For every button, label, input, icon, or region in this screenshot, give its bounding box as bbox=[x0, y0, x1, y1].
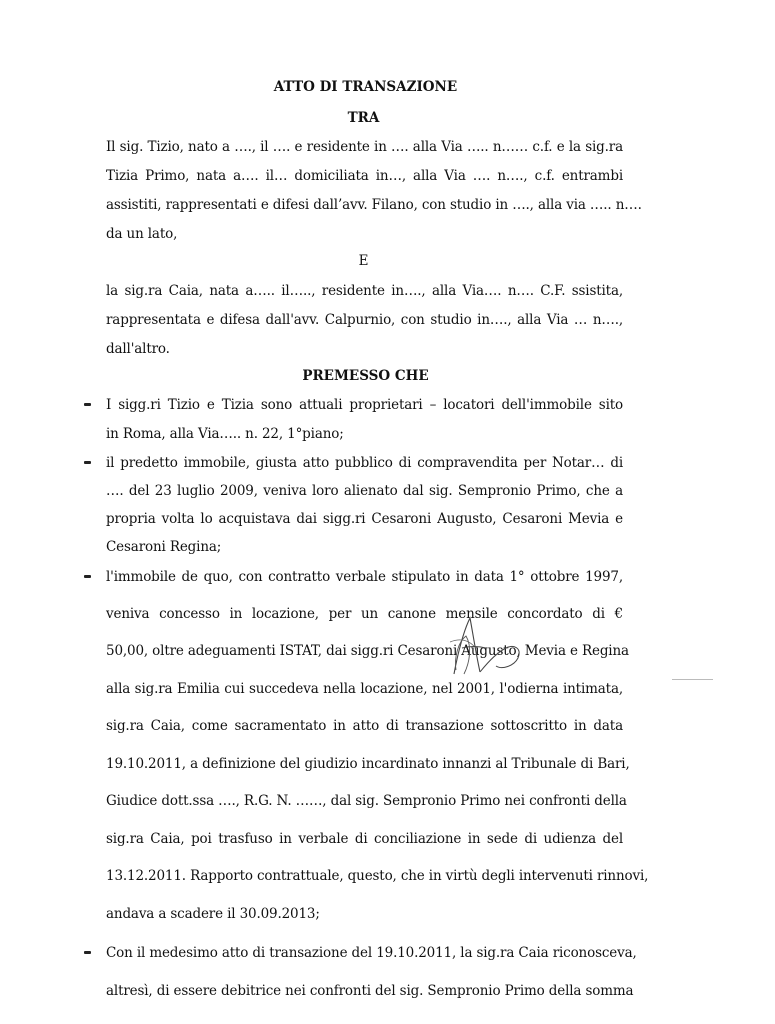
bullet-1-line-1: I sigg.ri Tizio e Tizia sono attuali proprietari – locatori dell'immobile sito bbox=[106, 397, 623, 413]
bullet-3-line-5: sig.ra Caia, come sacramentato in atto di transazione sottoscritto in data bbox=[106, 718, 623, 734]
bullet-3-line-2: veniva concesso in locazione, per un canone mensile concordato di € bbox=[106, 606, 623, 622]
party1-line-4: da un lato, bbox=[106, 226, 178, 242]
bullet-3-line-6: 19.10.2011, a definizione del giudizio incardinato innanzi al Tribunale di Bari, bbox=[106, 756, 630, 772]
tra-heading: TRA bbox=[347, 110, 380, 126]
signature-mark bbox=[440, 612, 530, 682]
bullet-3-line-8: sig.ra Caia, poi trasfuso in verbale di conciliazione in sede di udienza del bbox=[106, 831, 623, 847]
bullet-marker bbox=[84, 951, 91, 954]
party2-line-1: la sig.ra Caia, nata a….. il….., residente in…., alla Via…. n…. C.F. ssistita, bbox=[106, 283, 623, 299]
e-separator: E bbox=[358, 253, 369, 269]
premesso-heading: PREMESSO CHE bbox=[302, 368, 429, 384]
bullet-3-line-4: alla sig.ra Emilia cui succedeva nella locazione, nel 2001, l'odierna intimata, bbox=[106, 681, 623, 697]
bullet-2-line-4: Cesaroni Regina; bbox=[106, 539, 222, 555]
document-title: ATTO DI TRANSAZIONE bbox=[273, 79, 458, 95]
party1-line-1: Il sig. Tizio, nato a …., il …. e residente in …. alla Via ….. n…… c.f. e la sig.ra bbox=[106, 139, 623, 155]
bullet-3-line-7: Giudice dott.ssa …., R.G. N. ……, dal sig. Sempronio Primo nei confronti della bbox=[106, 793, 627, 809]
bullet-2-line-1: il predetto immobile, giusta atto pubblico di compravendita per Notar… di bbox=[106, 455, 623, 471]
bullet-2-line-2: …. del 23 luglio 2009, veniva loro alienato dal sig. Sempronio Primo, che a bbox=[106, 483, 623, 499]
bullet-marker bbox=[84, 403, 91, 406]
margin-rule bbox=[672, 679, 713, 680]
bullet-marker bbox=[84, 575, 91, 578]
bullet-3-line-3: 50,00, oltre adeguamenti ISTAT, dai sigg.ri Cesaroni Augusto, Mevia e Regina bbox=[106, 643, 629, 659]
party2-line-3: dall'altro. bbox=[106, 341, 170, 357]
bullet-1-line-2: in Roma, alla Via….. n. 22, 1°piano; bbox=[106, 426, 344, 442]
bullet-3-line-10: andava a scadere il 30.09.2013; bbox=[106, 906, 320, 922]
party2-line-2: rappresentata e difesa dall'avv. Calpurnio, con studio in…., alla Via … n…., bbox=[106, 312, 623, 328]
bullet-3-line-9: 13.12.2011. Rapporto contrattuale, questo, che in virtù degli intervenuti rinnovi, bbox=[106, 868, 649, 884]
bullet-marker bbox=[84, 461, 91, 464]
bullet-4-line-1: Con il medesimo atto di transazione del 19.10.2011, la sig.ra Caia riconosceva, bbox=[106, 945, 637, 961]
bullet-2-line-3: propria volta lo acquistava dai sigg.ri Cesaroni Augusto, Cesaroni Mevia e bbox=[106, 511, 623, 527]
bullet-4-line-2: altresì, di essere debitrice nei confronti del sig. Sempronio Primo della somma bbox=[106, 983, 634, 999]
party1-line-3: assistiti, rappresentati e difesi dall’avv. Filano, con studio in …., alla via ….. n…. bbox=[106, 197, 642, 213]
bullet-3-line-1: l'immobile de quo, con contratto verbale stipulato in data 1° ottobre 1997, bbox=[106, 569, 623, 585]
party1-line-2: Tizia Primo, nata a…. il… domiciliata in…, alla Via …. n…., c.f. entrambi bbox=[106, 168, 623, 184]
